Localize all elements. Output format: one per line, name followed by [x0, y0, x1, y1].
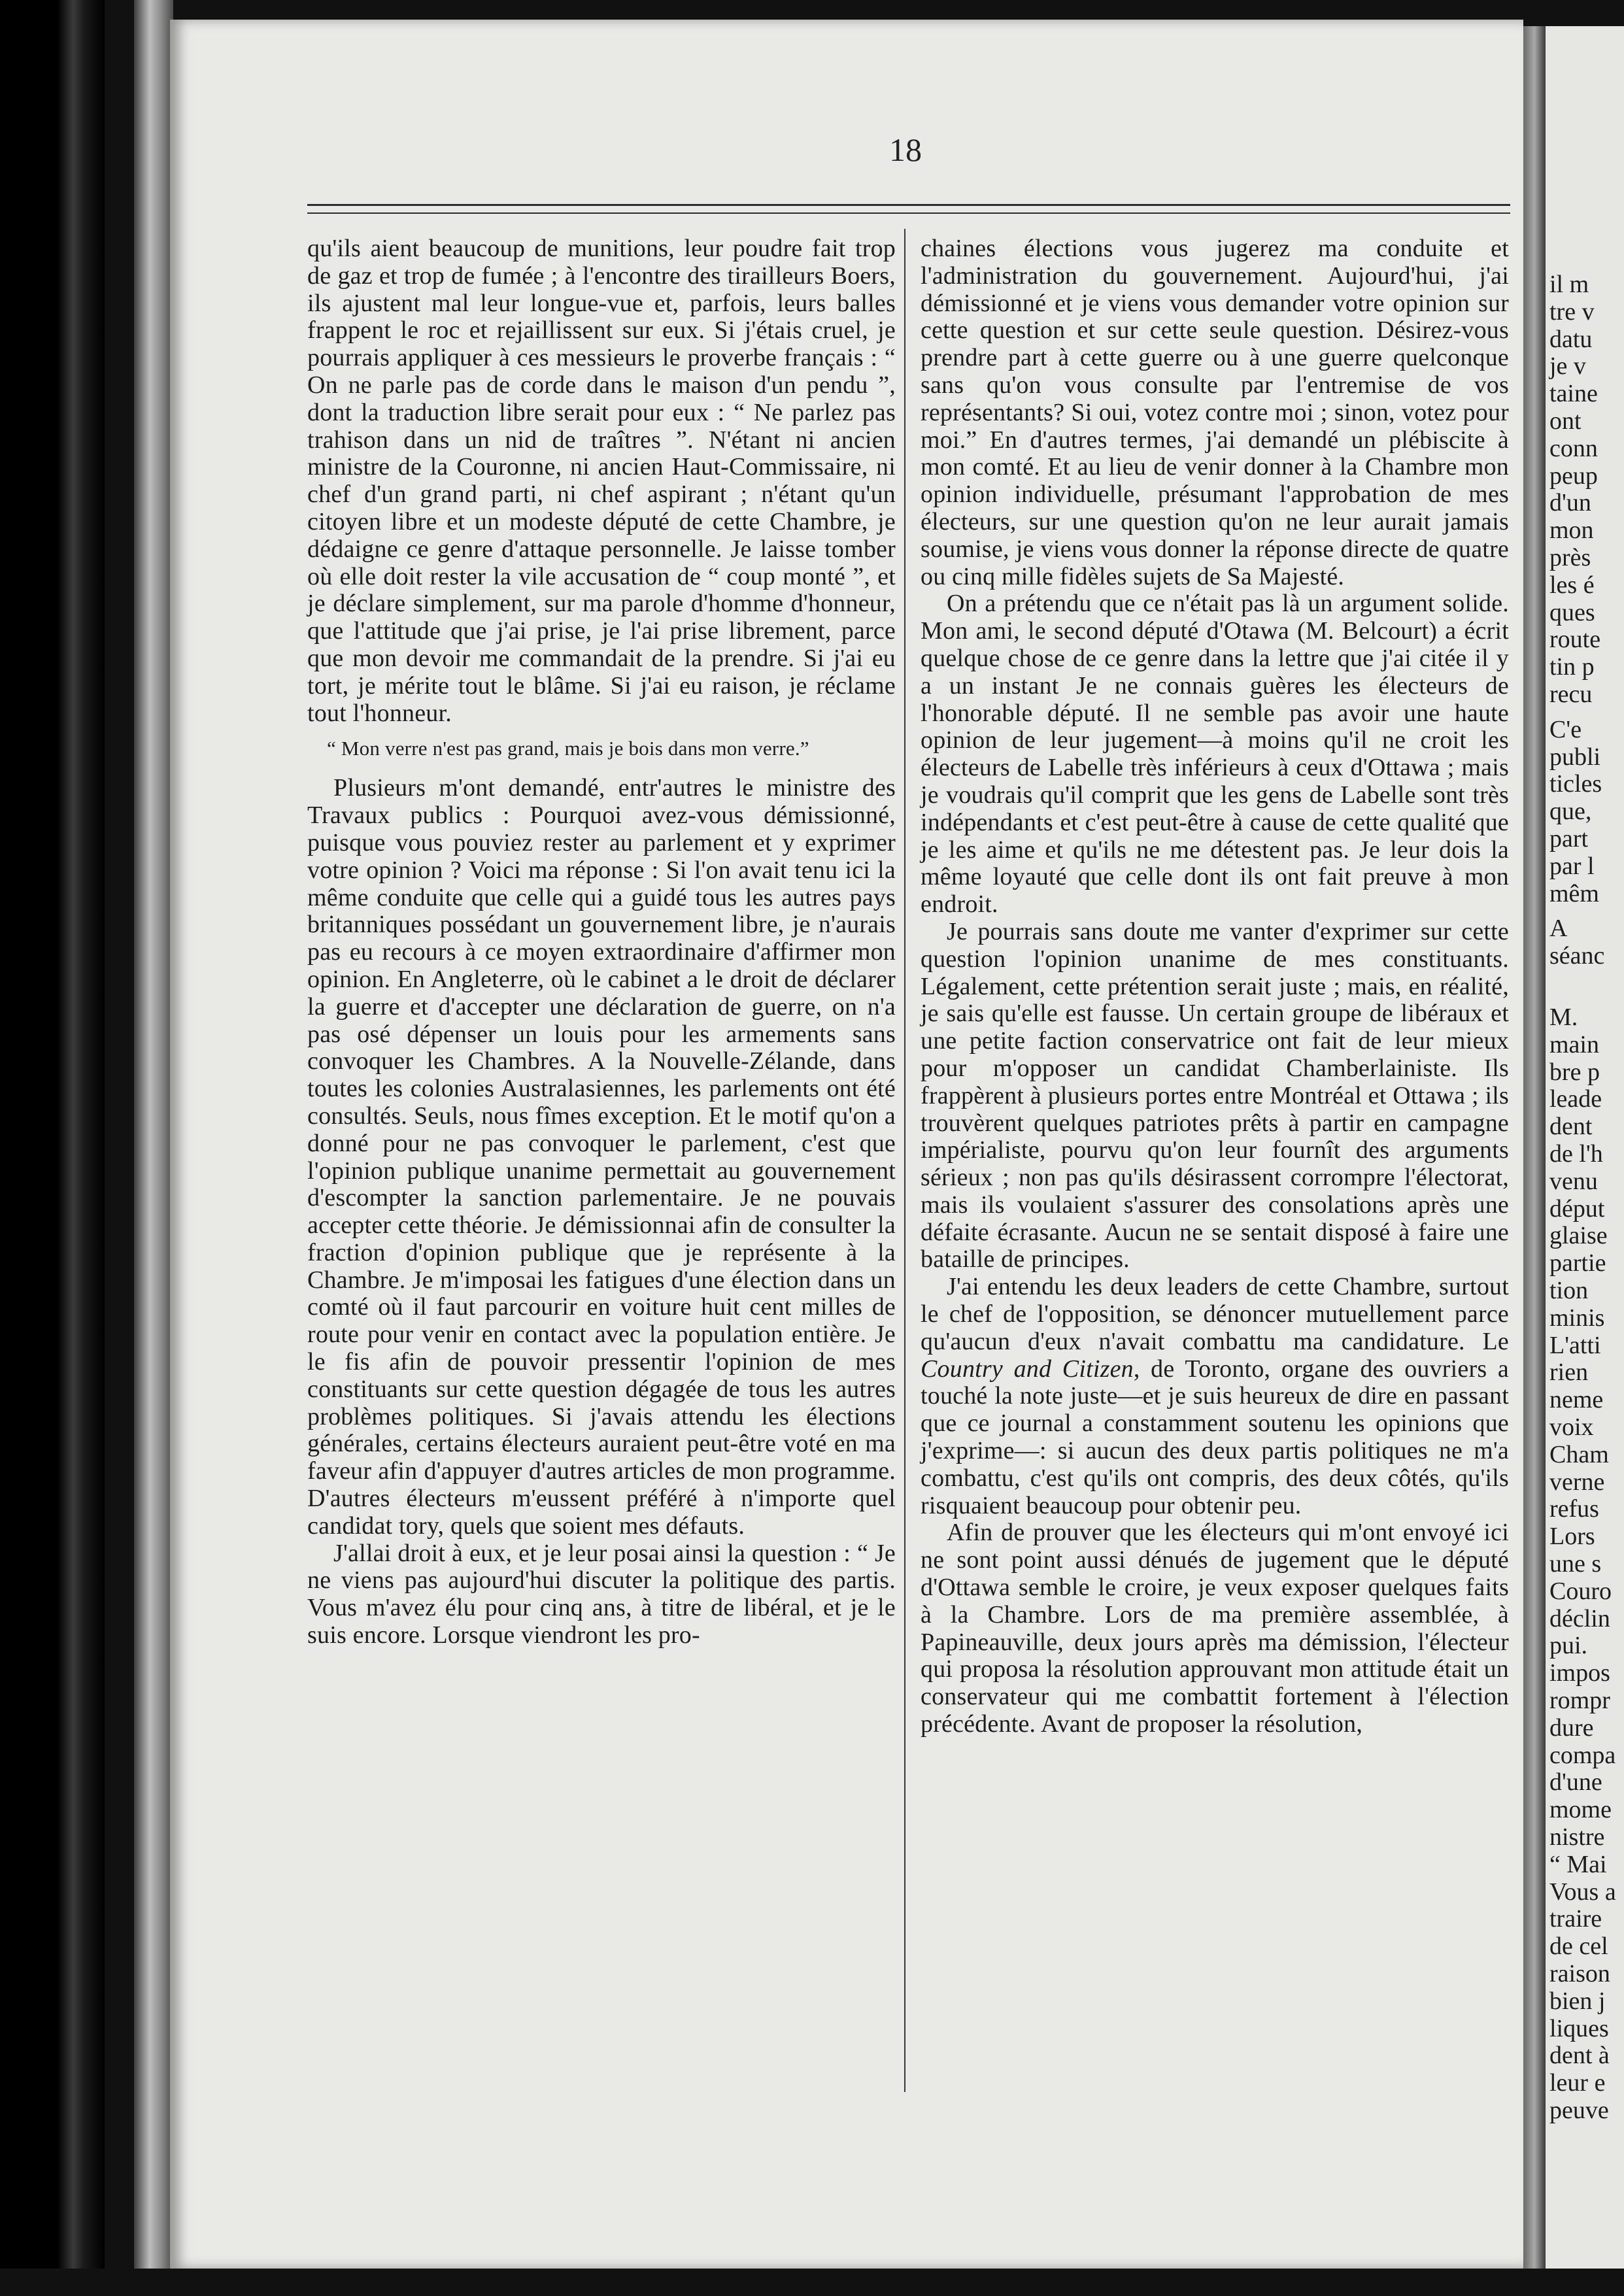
- header-rule-bottom: [307, 212, 1510, 214]
- book-spine-shadow: [0, 0, 105, 2296]
- fragment-line: déclin: [1549, 1604, 1610, 1632]
- fragment-line: raison: [1549, 1960, 1610, 1987]
- fragment-line: ques: [1549, 598, 1595, 626]
- paragraph: On a prétendu que ce n'était pas là un argument solide. Mon ami, le second député d'Otawa (M. Belcourt) a écrit quelque chose de ce genre dans la lettre que j'ai citée il y a un instant Je ne connais guères les électeurs de l'honorable député. Il ne semble pas avoir une haute opinion de leur jugement—à moins qu'il ne croit les électeurs de Labelle très inférieurs à ceux d'Ottawa ; mais je voudrais qu'il comprit que les gens de Labelle sont très indépendants et c'est peut-être à cause de cette qualité que je les aime et qu'ils ne me détestent pas. Je leur dois la même loyauté que celle dont ils ont fait preuve à mon endroit.: [921, 590, 1509, 919]
- fragment-line: route: [1549, 626, 1601, 654]
- scan-bottom-border: [0, 2269, 1624, 2296]
- fragment-line: près: [1549, 544, 1591, 571]
- fragment-line: nistre: [1549, 1823, 1605, 1851]
- fragment-line: bre p: [1549, 1058, 1600, 1086]
- fragment-line: par l: [1549, 852, 1595, 880]
- fragment-line: traire: [1549, 1905, 1602, 1933]
- fragment-line: je v: [1549, 352, 1586, 380]
- fragment-line: A: [1549, 915, 1568, 943]
- fragment-line: de l'h: [1549, 1140, 1603, 1168]
- fragment-line: impos: [1549, 1659, 1610, 1687]
- paragraph: J'allai droit à eux, et je leur posai ainsi la question : “ Je ne viens pas aujourd'hui discuter la politique des partis. Vous m'avez élu pour cinq ans, à titre de libéral, et je le suis encore. Lorsque viendront les pro-: [307, 1539, 896, 1649]
- fragment-line: minis: [1549, 1304, 1605, 1332]
- fragment-line: une s: [1549, 1550, 1602, 1578]
- fragment-line: rien: [1549, 1359, 1589, 1387]
- fragment-line: Couro: [1549, 1577, 1612, 1605]
- fragment-line: recu: [1549, 681, 1593, 708]
- fragment-line: taine: [1549, 380, 1598, 408]
- fragment-line: rompr: [1549, 1687, 1610, 1714]
- fragment-line: leade: [1549, 1085, 1602, 1113]
- fragment-line: liques: [1549, 2014, 1609, 2042]
- fragment-line: dent: [1549, 1113, 1593, 1141]
- fragment-line: venu: [1549, 1167, 1598, 1195]
- fragment-line: d'une: [1549, 1768, 1602, 1797]
- paragraph: chaines élections vous jugerez ma conduite et l'administration du gouvernement. Aujourd'hui, j'ai démissionné et je viens vous demander votre opinion sur cette question et sur cette seule question. Désirez-vous prendre part à cette guerre ou à une guerre quelconque sans qu'on vous consulte par l'entremise de vos représentants? Si oui, votez contre moi ; sinon, votez pour moi.” En d'autres termes, j'ai demandé un plébiscite à mon comté. Et au lieu de venir donner à la Chambre mon opinion individuelle, présumant l'approbation de mes électeurs, sur une question qu'on ne leur aurait jamais soumise, je viens vous donner la réponse directe de quatre ou cinq mille fidèles sujets de Sa Majesté.: [921, 235, 1509, 590]
- fragment-line: mon: [1549, 516, 1594, 545]
- column-divider: [904, 229, 905, 2092]
- header-rule-top: [307, 204, 1510, 206]
- right-column: [921, 235, 1509, 1738]
- fragment-line: C'e: [1549, 715, 1582, 743]
- fragment-line: main: [1549, 1030, 1599, 1058]
- fragment-line: neme: [1549, 1386, 1604, 1414]
- fragment-line: Lors: [1549, 1523, 1595, 1551]
- fragment-line: M.: [1549, 1004, 1578, 1031]
- fragment-line: il m: [1549, 271, 1589, 298]
- fragment-line: dent à: [1549, 2042, 1610, 2070]
- page-edge: [134, 0, 173, 2296]
- fragment-line: déput: [1549, 1194, 1605, 1223]
- fragment-line: mome: [1549, 1796, 1612, 1824]
- fragment-line: peup: [1549, 462, 1598, 490]
- fragment-line: d'un: [1549, 489, 1591, 517]
- fragment-line: conn: [1549, 434, 1598, 462]
- fragment-line: publi: [1549, 743, 1601, 771]
- fragment-line: tion: [1549, 1277, 1589, 1304]
- fragment-line: de cel: [1549, 1933, 1608, 1961]
- paragraph-text: J'ai entendu les deux leaders de cette Chambre, surtout le chef de l'opposition, se dénoncer mutuellement parce qu'aucun d'eux n'avait combattu ma candidature. Le: [921, 1273, 1509, 1355]
- fragment-line: dure: [1549, 1714, 1594, 1742]
- fragment-line: refus: [1549, 1495, 1599, 1523]
- paragraph: Je pourrais sans doute me vanter d'exprimer sur cette question l'opinion unanime de mes constituants. Légalement, cette prétention serait juste ; mais, en réalité, je sais qu'elle est fausse. Un certain groupe de libéraux et une petite faction conservatrice ont fait de leur mieux pour m'opposer un candidat Chamberlainiste. Ils frappèrent à plusieurs portes entre Montréal et Ottawa ; ils trouvèrent quelques patriotes prêts à partir en campagne impérialiste, pourvu qu'on leur fournît des arguments sérieux ; non pas qu'ils désirassent corrompre l'électorat, mais ils voulaient s'assurer des consolations après une défaite écrasante. Aucun ne se sentait disposé à faire une bataille de principes.: [921, 917, 1509, 1274]
- fragment-line: séanc: [1549, 942, 1605, 970]
- fragment-line: tin p: [1549, 653, 1595, 681]
- epigraph-quote: “ Mon verre n'est pas grand, mais je bois dans mon verre.”: [327, 737, 809, 760]
- fragment-line: leur e: [1549, 2069, 1606, 2097]
- fragment-line: compa: [1549, 1741, 1616, 1769]
- book-gutter: [1523, 26, 1546, 2269]
- fragment-line: glaise: [1549, 1222, 1608, 1250]
- fragment-line: bien j: [1549, 1987, 1606, 2015]
- paragraph: [921, 1274, 1509, 1519]
- fragment-line: tre v: [1549, 297, 1595, 326]
- fragment-line: que,: [1549, 798, 1592, 826]
- fragment-line: L'atti: [1549, 1331, 1601, 1359]
- fragment-line: ont: [1549, 407, 1582, 435]
- paragraph: Afin de prouver que les électeurs qui m'ont envoyé ici ne sont point aussi dénués de jugement que le député d'Ottawa semble le croire, je veux exposer quelques faits à la Chambre. Lors de ma première assemblée, à Papineauville, deux jours après ma démission, l'électeur qui proposa la résolution approuvant mon attitude était un conservateur qui me combattit fortement à l'élection précédente. Avant de proposer la résolution,: [921, 1519, 1509, 1738]
- fragment-line: peuve: [1549, 2097, 1609, 2124]
- fragment-line: verne: [1549, 1468, 1605, 1496]
- paragraph-text: , de Toronto, organe des ouvriers a touché la note juste—et je suis heureux de dire en passant que ce journal a constamment soutenu les opinions que j'exprime—: si aucun des deux partis politiques ne m'a combattu, c'est qu'ils ont compris, des deux côtés, qu'ils risquaient beaucoup pour obtenir peu.: [921, 1355, 1509, 1519]
- fragment-line: voix: [1549, 1413, 1594, 1441]
- fragment-line: pui.: [1549, 1632, 1588, 1660]
- fragment-line: “ Mai: [1549, 1850, 1607, 1878]
- paragraph: qu'ils aient beaucoup de munitions, leur poudre fait trop de gaz et trop de fumée ; à l'encontre des tirailleurs Boers, ils ajustent mal leur longue-vue et, parfois, leurs balles frappent le roc et rejaillissent sur eux. Si j'étais cruel, je pourrais appliquer à ces messieurs le proverbe français : “ On ne parle pas de corde dans le maison d'un pendu ”, dont la traduction libre serait pour eux : “ Ne parlez pas trahison dans un nid de traîtres ”. N'étant ni ancien ministre de la Couronne, ni ancien Haut-Commissaire, ni chef d'un grand parti, ni chef aspirant ; n'étant qu'un citoyen libre et un modeste député de cette Chambre, je dédaigne ce genre d'attaque personnelle. Je laisse tomber où elle doit rester la vile accusation de “ coup monté ”, et je déclare simplement, sur ma parole d'homme d'honneur, que l'attitude que j'ai prise, je l'ai prise librement, parce que mon devoir me commandait de la prendre. Si j'ai eu tort, je mérite tout le blâme. Si j'ai eu raison, je réclame tout l'honneur.: [307, 235, 896, 727]
- fragment-line: les é: [1549, 571, 1595, 599]
- fragment-line: datu: [1549, 325, 1593, 353]
- fragment-line: ticles: [1549, 770, 1602, 798]
- fragment-line: mêm: [1549, 879, 1599, 907]
- fragment-line: Vous a: [1549, 1878, 1616, 1906]
- fragment-line: part: [1549, 825, 1589, 853]
- newspaper-title: Country and Citizen: [921, 1355, 1134, 1383]
- fragment-line: partie: [1549, 1249, 1606, 1277]
- page-number: 18: [889, 131, 922, 168]
- fragment-line: Cham: [1549, 1440, 1609, 1468]
- paragraph: Plusieurs m'ont demandé, entr'autres le ministre des Travaux publics : Pourquoi avez-vous démissionné, puisque vous pouviez rester au parlement et y exprimer votre opinion ? Voici ma réponse : Si l'on avait tenu ici la même conduite que celle qui a guidé tous les autres pays britanniques possédant un gouvernement libre, je n'aurais pas eu recours à ce moyen extraordinaire d'affirmer mon opinion. En Angleterre, où le cabinet a le droit de déclarer la guerre et d'accepter une déclaration de guerre, on n'a pas osé dépenser un louis pour les armements sans convoquer les Chambres. A la Nouvelle-Zélande, dans toutes les colonies Australasiennes, les parlements ont été consultés. Seuls, nous fîmes exception. Et le motif qu'on a donné pour ne pas convoquer le parlement, c'est que l'opinion publique unanime permettait au gouvernement d'escompter la sanction parlementaire. Je ne pouvais accepter cette théorie. Je démissionnai afin de consulter la fraction d'opinion publique que je représente à la Chambre. Je m'imposai les fatigues d'une élection dans un comté où il faut parcourir en voiture huit cent milles de route pour venir en contact avec la population entière. Je le fis afin de pouvoir pressentir l'opinion de mes constituants sur cette question dégagée de tous les autres problèmes politiques. Si j'avais attendu les élections générales, certains électeurs auraient peut-être voté en ma faveur afin d'appuyer d'autres articles de mon programme. D'autres électeurs m'eussent préféré à n'importe quel candidat tory, quels que soient mes défauts.: [307, 774, 896, 1540]
- left-column: [307, 235, 896, 1649]
- adjacent-page-fragment: [1546, 26, 1624, 2269]
